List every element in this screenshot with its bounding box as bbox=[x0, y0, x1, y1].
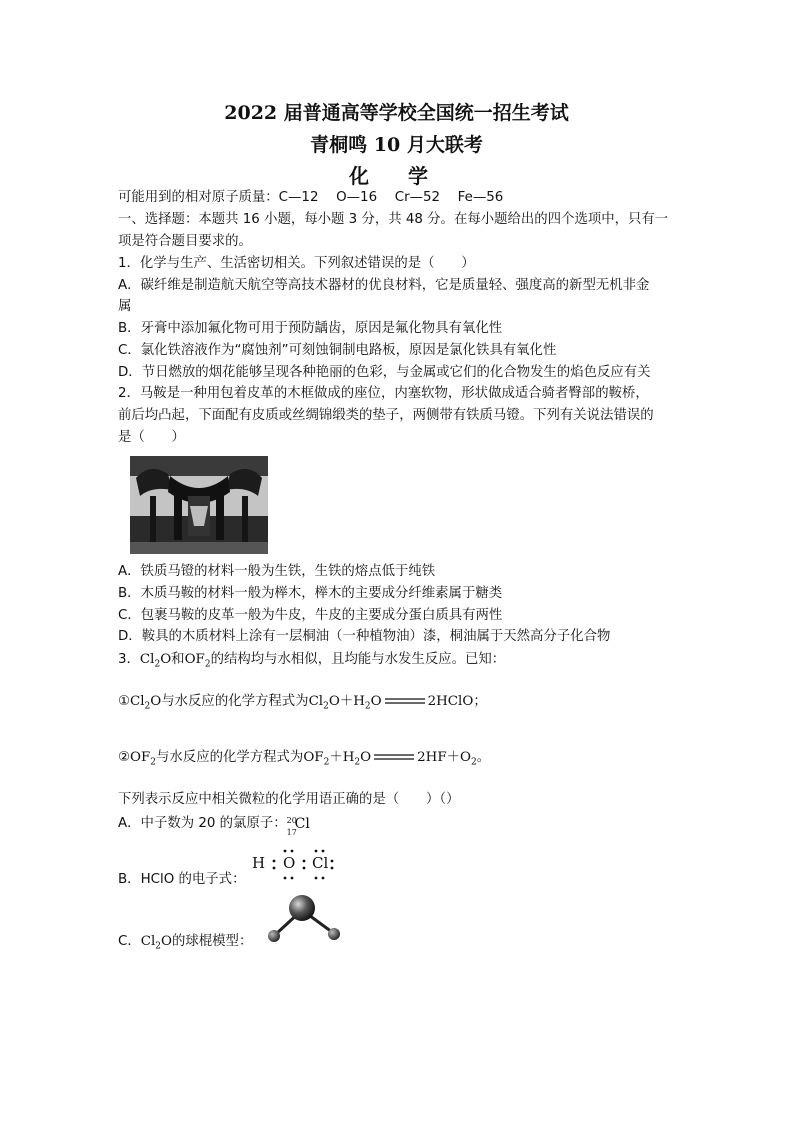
chlorine-nuclide: 20 17 Cl bbox=[286, 816, 310, 837]
section-intro: 一、选择题：本题共 16 小题，每小题 3 分，共 48 分。在每小题给出的四个选项中，只有一 bbox=[118, 212, 669, 227]
equals-sign bbox=[385, 696, 425, 706]
q1-option-c: C．氯化铁溶液作为“腐蚀剂”可刻蚀铜制电路板，原因是氯化铁具有氧化性 bbox=[118, 343, 557, 358]
q3-reaction-2: $②OF_2$与水反应的化学方程式为$OF_2+H_2O$ $2HF+O_2$。 bbox=[118, 750, 491, 768]
section-intro-cont: 项是符合题目要求的。 bbox=[118, 234, 252, 249]
q2-option-c: C．包裹马鞍的皮革一般为牛皮，牛皮的主要成分蛋白质具有两性 bbox=[118, 608, 503, 623]
q2-option-b: B．木质马鞍的材料一般为榉木，榉木的主要成分纤维素属于糖类 bbox=[118, 586, 503, 601]
q2-stem: 2．马鞍是一种用包着皮革的木框做成的座位，内塞软物，形状做成适合骑者臀部的鞍桥， bbox=[118, 386, 649, 401]
q1-option-d: D．节日燃放的烟花能够呈现各种艳丽的色彩，与金属或它们的化合物发生的焰色反应有关 bbox=[118, 365, 651, 380]
saddle-photo-image bbox=[130, 456, 268, 554]
exam-title: 2022 届普通高等学校全国统一招生考试 bbox=[224, 102, 569, 124]
q2-option-d: D．鞍具的木质材料上涂有一层桐油（一种植物油）漆，桐油属于天然高分子化合物 bbox=[118, 629, 611, 644]
equals-sign bbox=[374, 752, 414, 762]
q1-option-a: A．碳纤维是制造航天航空等高技术器材的优良材料，它是质量轻、强度高的新型无机非金 bbox=[118, 278, 650, 293]
saddle-photo bbox=[130, 456, 268, 554]
q3-question: 下列表示反应中相关微粒的化学用语正确的是（ ）（） bbox=[118, 792, 460, 807]
q2-stem-2: 前后均凸起，下面配有皮质或丝绸锦缎类的垫子，两侧带有铁质马镫。下列有关说法错误的 bbox=[118, 408, 654, 423]
q3-stem: 3．$Cl_2O$和$OF_2$的结构均与水相似，且均能与水发生反应。已知： bbox=[118, 652, 506, 670]
q3-option-c: C．$Cl_2O$的球棍模型： bbox=[118, 934, 253, 952]
q3-reaction-1: $①Cl_2O$与水反应的化学方程式为$Cl_2O+H_2O$ 2HClO； bbox=[118, 694, 487, 712]
q3-option-a: A．中子数为 20 的氯原子： 20 17 Cl bbox=[118, 813, 678, 834]
q2-stem-3: 是（ ） bbox=[118, 430, 185, 445]
q2-option-a: A．铁质马镫的材料一般为生铁，生铁的熔点低于纯铁 bbox=[118, 564, 436, 579]
q1-stem: 1．化学与生产、生活密切相关。下列叙述错误的是（ ） bbox=[118, 256, 475, 271]
electron-formula: H O Cl bbox=[252, 848, 342, 884]
q3-option-b: B．HClO 的电子式： bbox=[118, 872, 246, 887]
atomic-masses: 可能用到的相对原子质量：C—12 O—16 Cr—52 Fe—56 bbox=[118, 190, 504, 205]
q1-option-a-cont: 属 bbox=[118, 299, 132, 314]
subject-title: 化 学 bbox=[349, 164, 444, 188]
exam-subtitle: 青桐鸣 10 月大联考 bbox=[310, 134, 483, 156]
q1-option-b: B．牙膏中添加氟化物可用于预防龋齿，原因是氟化物具有氧化性 bbox=[118, 321, 503, 336]
